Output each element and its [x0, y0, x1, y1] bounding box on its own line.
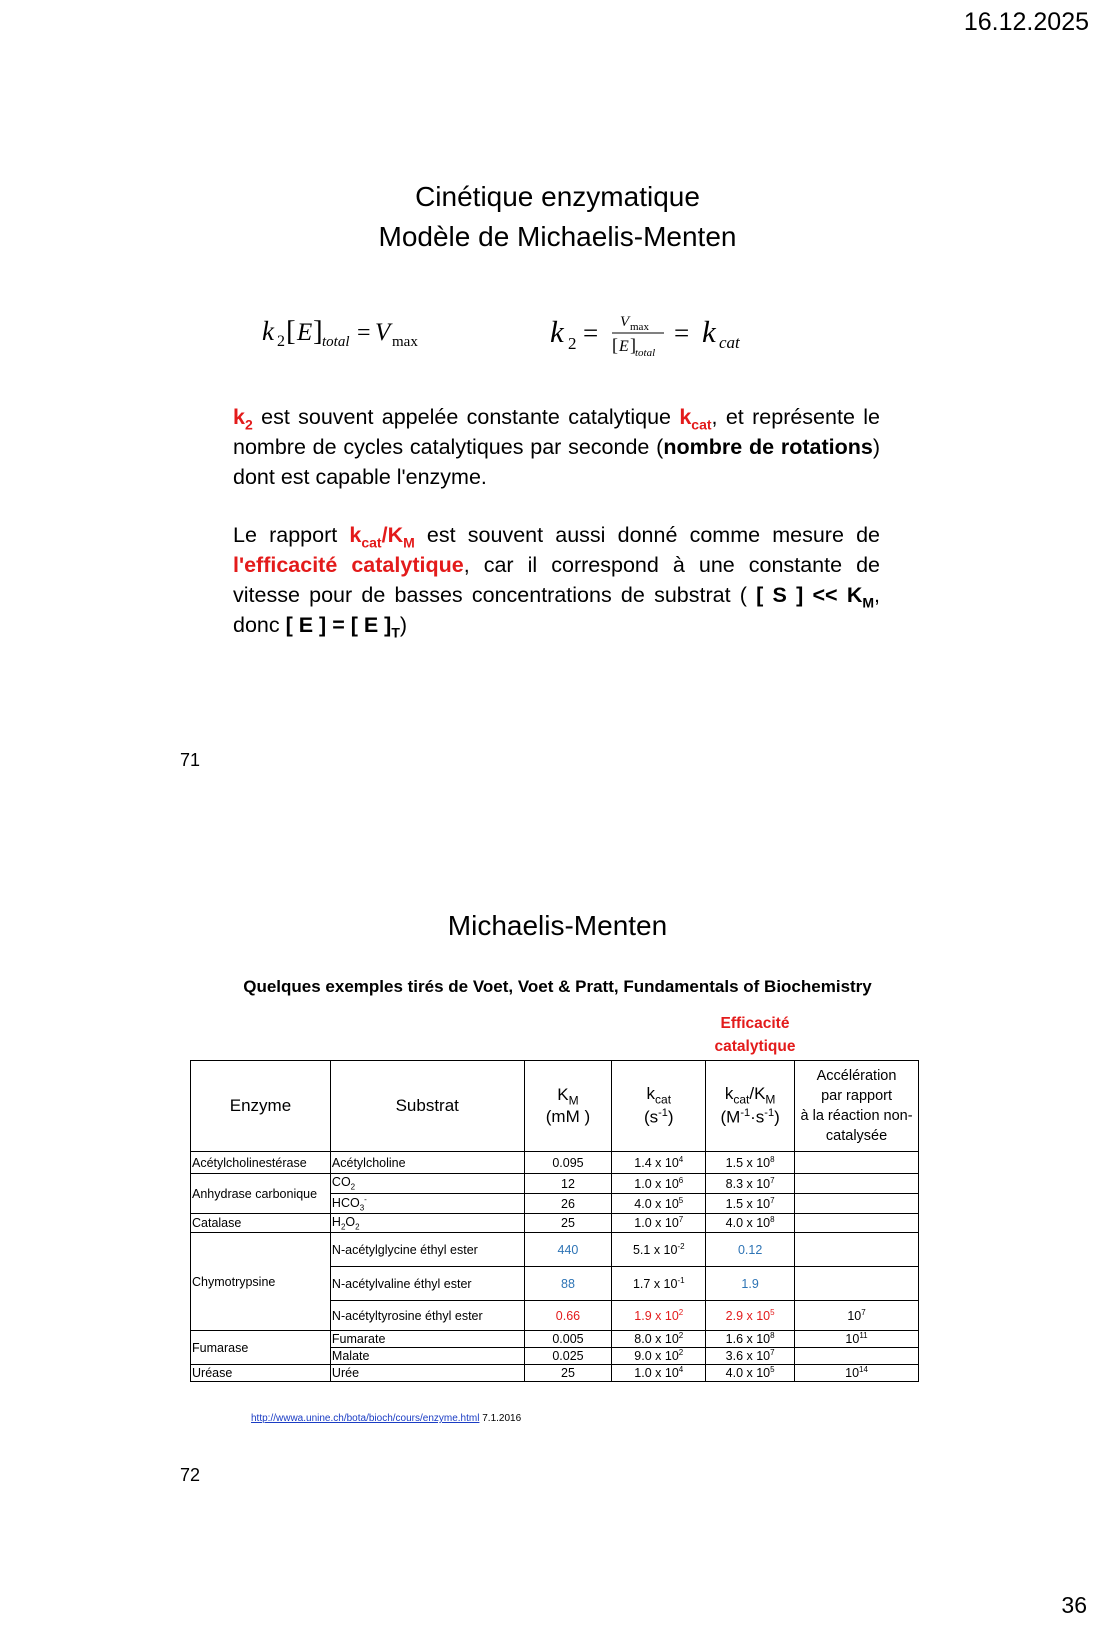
- slide71-title-line1: Cinétique enzymatique: [415, 181, 700, 212]
- source-citation: http://wwwa.unine.ch/bota/bioch/cours/enzyme.html 7.1.2016: [251, 1413, 522, 1424]
- table-row: $HCO_3^-$ 26 4.0 x $10^5$ 1.5 x $10^7$: [191, 1194, 919, 1214]
- header-date: 16.12.2025: [963, 8, 1089, 36]
- slide72-subtitle: Quelques exemples tirés de Voet, Voet & Pratt, Fundamentals of Biochemistry: [243, 977, 872, 996]
- svg-text:]: ]: [313, 315, 323, 347]
- header-acceleration: Accélération par rapport à la réaction non- catalysée: [795, 1061, 919, 1152]
- header-kcat-km: $k_{cat}/K_M$ $(M^{-1}\cdot s^{-1})$: [706, 1061, 795, 1152]
- paragraph-catalytic-efficiency: Le rapport $k_{cat}/K_M$ est souvent aussi donné comme mesure de l'efficacité catalytique, car il correspond à une constante de vitesse pour de basses concentrations de substrat ( [ S ] << $K_M$, donc [ E ] = [ E ]$_T$): [233, 523, 881, 641]
- svg-text:max: max: [630, 321, 649, 333]
- svg-text:]: ]: [630, 335, 636, 355]
- svg-text:[: [: [286, 315, 296, 347]
- svg-text:[: [: [612, 335, 618, 355]
- paragraph-kcat-definition: $k_2$ est souvent appelée constante catalytique $k_{cat}$, et représente le nombre de cycles catalytiques par seconde (nombre de rotations) dont est capable l'enzyme.: [233, 405, 880, 489]
- svg-text:V: V: [375, 319, 391, 346]
- table-row: N-acétylvaline éthyl ester 88 1.7 x $10^{-1}$ 1.9: [191, 1267, 919, 1301]
- slide72-title: Michaelis-Menten: [447, 910, 668, 941]
- slide-number-72: 72: [180, 1465, 201, 1485]
- table-row: Catalase $H_2O_2$ 25 1.0 x $10^7$ 4.0 x $10^8$: [191, 1214, 919, 1233]
- header-kcat: $k_{cat}$ $(s^{-1})$: [612, 1061, 706, 1152]
- kcat-symbol: $k_{cat}$: [679, 405, 712, 433]
- table-row: Anhydrase carbonique $CO_2$ 12 1.0 x $10^6$ 8.3 x $10^7$: [191, 1174, 919, 1194]
- table-row: Fumarase Fumarate 0.005 8.0 x $10^2$ 1.6 x $10^8$ $10^{11}$: [191, 1331, 919, 1348]
- svg-text:cat: cat: [719, 333, 740, 352]
- formula-k2-e-total-vmax: [262, 305, 442, 355]
- table-row: Malate 0.025 9.0 x $10^2$ 3.6 x $10^7$: [191, 1348, 919, 1365]
- svg-text:k: k: [262, 316, 274, 346]
- efficiency-label: Efficacité catalytique: [714, 1015, 796, 1055]
- svg-text:max: max: [392, 334, 418, 350]
- svg-text:E: E: [297, 319, 313, 346]
- header-substrat: Substrat: [330, 1061, 524, 1152]
- header-enzyme: Enzyme: [191, 1061, 331, 1152]
- svg-text:E: E: [619, 338, 629, 355]
- svg-text:total: total: [635, 347, 656, 359]
- header-km: $K_M$ (mM ): [524, 1061, 612, 1152]
- table-header-row: [191, 1061, 919, 1152]
- table-row: Acétylcholinestérase Acétylcholine 0.095 1.4 x $10^4$ 1.5 x $10^8$: [191, 1152, 919, 1174]
- svg-text:2: 2: [277, 333, 285, 350]
- page-number: 36: [1061, 1592, 1087, 1618]
- svg-text:total: total: [322, 334, 350, 350]
- svg-text:V: V: [620, 314, 630, 330]
- svg-text:=: =: [583, 318, 599, 348]
- table-row: Uréase Urée 25 1.0 x $10^4$ 4.0 x $10^5$ $10^{14}$: [191, 1365, 919, 1382]
- source-link[interactable]: http://wwwa.unine.ch/bota/bioch/cours/enzyme.html: [251, 1413, 480, 1424]
- k2-symbol: $k_2$: [233, 405, 253, 433]
- table-row: Chymotrypsine N-acétylglycine éthyl ester 440 5.1 x $10^{-2}$ 0.12: [191, 1233, 919, 1267]
- svg-text:=: =: [674, 318, 690, 348]
- svg-text:2: 2: [568, 334, 577, 353]
- enzyme-kinetics-table: [190, 1060, 919, 1382]
- svg-text:k: k: [550, 314, 564, 349]
- slide71-title-line2: Modèle de Michaelis-Menten: [378, 221, 737, 252]
- formula-k2-equals-kcat: [550, 300, 760, 362]
- table-row: N-acétyltyrosine éthyl ester 0.66 1.9 x $10^2$ 2.9 x $10^5$ $10^7$: [191, 1301, 919, 1331]
- svg-text:=: =: [357, 320, 371, 346]
- slide-number-71: 71: [180, 750, 201, 770]
- svg-text:k: k: [702, 314, 716, 349]
- kcat-km-ratio: $k_{cat}/K_M$: [349, 523, 415, 551]
